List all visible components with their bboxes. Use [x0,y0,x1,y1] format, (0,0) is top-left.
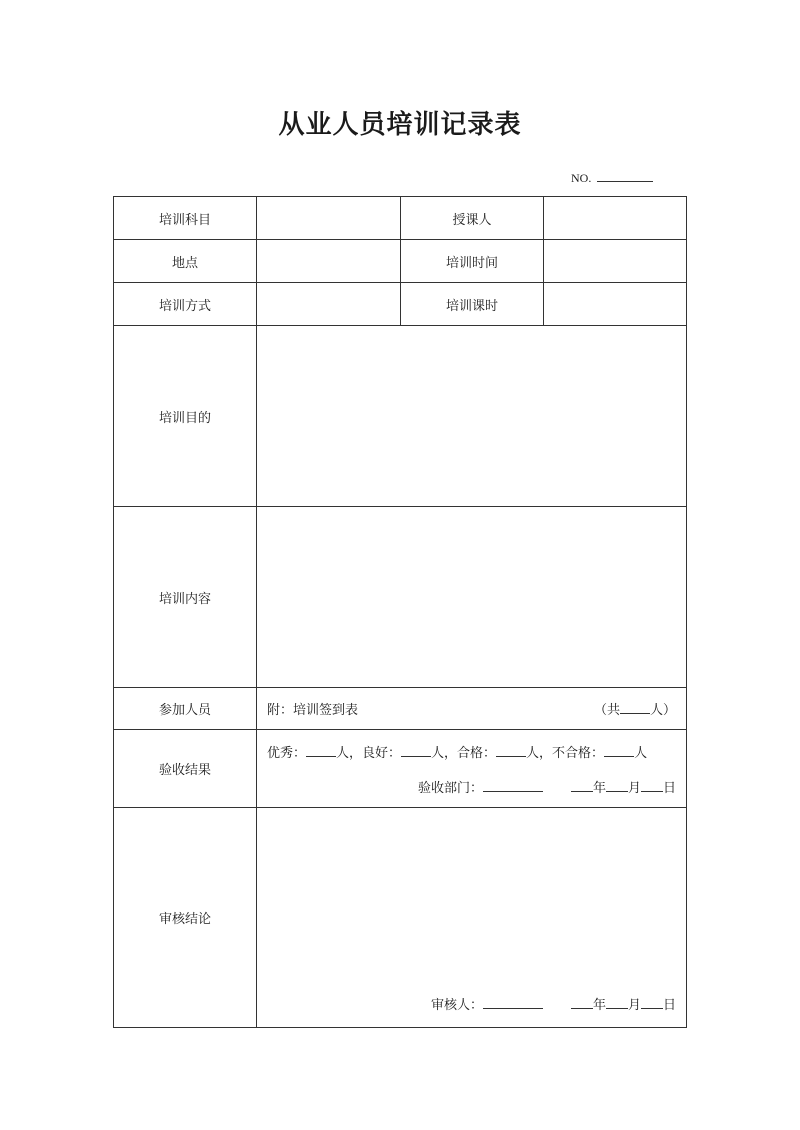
method-field[interactable] [257,283,401,326]
attendees-field[interactable] [257,688,687,730]
subject-label: 培训科目 [114,197,257,240]
time-label: 培训时间 [401,240,544,283]
person-unit: 人 [634,746,648,761]
content-field[interactable] [257,507,687,688]
reviewer-label: 审核人： [430,998,483,1013]
lecturer-field[interactable] [544,197,687,240]
month-blank[interactable] [606,778,628,792]
purpose-field[interactable] [257,326,687,507]
table-row [114,730,687,808]
table-row [114,507,687,688]
review-field[interactable] [257,808,687,1028]
review-signoff [267,994,676,1013]
subject-field[interactable] [257,197,401,240]
pass-blank[interactable] [496,743,526,757]
dept-blank[interactable] [483,778,543,792]
dept-label: 验收部门： [417,781,483,796]
review-year-label: 年 [592,998,606,1013]
table-row [114,808,687,1028]
time-field[interactable] [544,240,687,283]
table-row [114,688,687,730]
good-blank[interactable] [401,743,431,757]
content-label: 培训内容 [114,507,257,688]
attendees-total [594,699,676,718]
lecturer-label: 授课人 [401,197,544,240]
page-title: 从业人员培训记录表 [278,110,522,140]
attendees-total-suffix: 人） [649,703,676,718]
review-year-blank[interactable] [571,995,593,1009]
excellent-label: 优秀： [267,746,307,761]
review-month-blank[interactable] [606,995,628,1009]
year-blank[interactable] [571,778,593,792]
excellent-blank[interactable] [306,743,336,757]
acceptance-label: 验收结果 [114,730,257,808]
table-row [114,283,687,326]
location-field[interactable] [257,240,401,283]
hours-label: 培训课时 [401,283,544,326]
attendees-total-prefix: （共 [593,703,620,718]
acceptance-signoff [267,777,676,796]
table-row [114,326,687,507]
table-row [114,197,687,240]
attendees-note: 附：培训签到表 [267,703,359,718]
reviewer-blank[interactable] [483,995,543,1009]
fail-blank[interactable] [604,743,634,757]
good-label: 人，良好： [336,746,402,761]
pass-label: 人，合格： [431,746,497,761]
review-day-label: 日 [662,998,676,1013]
day-label: 日 [662,781,676,796]
doc-no-field[interactable] [597,169,653,182]
review-day-blank[interactable] [641,995,663,1009]
month-label: 月 [627,781,641,796]
acceptance-field [257,730,687,808]
attendees-count-blank[interactable] [620,700,650,714]
document-number [571,169,653,186]
training-record-table [113,196,687,1028]
year-label: 年 [592,781,606,796]
review-month-label: 月 [627,998,641,1013]
fail-label: 人，不合格： [526,746,605,761]
acceptance-grades [267,742,676,761]
purpose-label: 培训目的 [114,326,257,507]
method-label: 培训方式 [114,283,257,326]
location-label: 地点 [114,240,257,283]
review-label: 审核结论 [114,808,257,1028]
attendees-label: 参加人员 [114,688,257,730]
hours-field[interactable] [544,283,687,326]
day-blank[interactable] [641,778,663,792]
table-row [114,240,687,283]
doc-no-label: NO. [571,171,592,185]
